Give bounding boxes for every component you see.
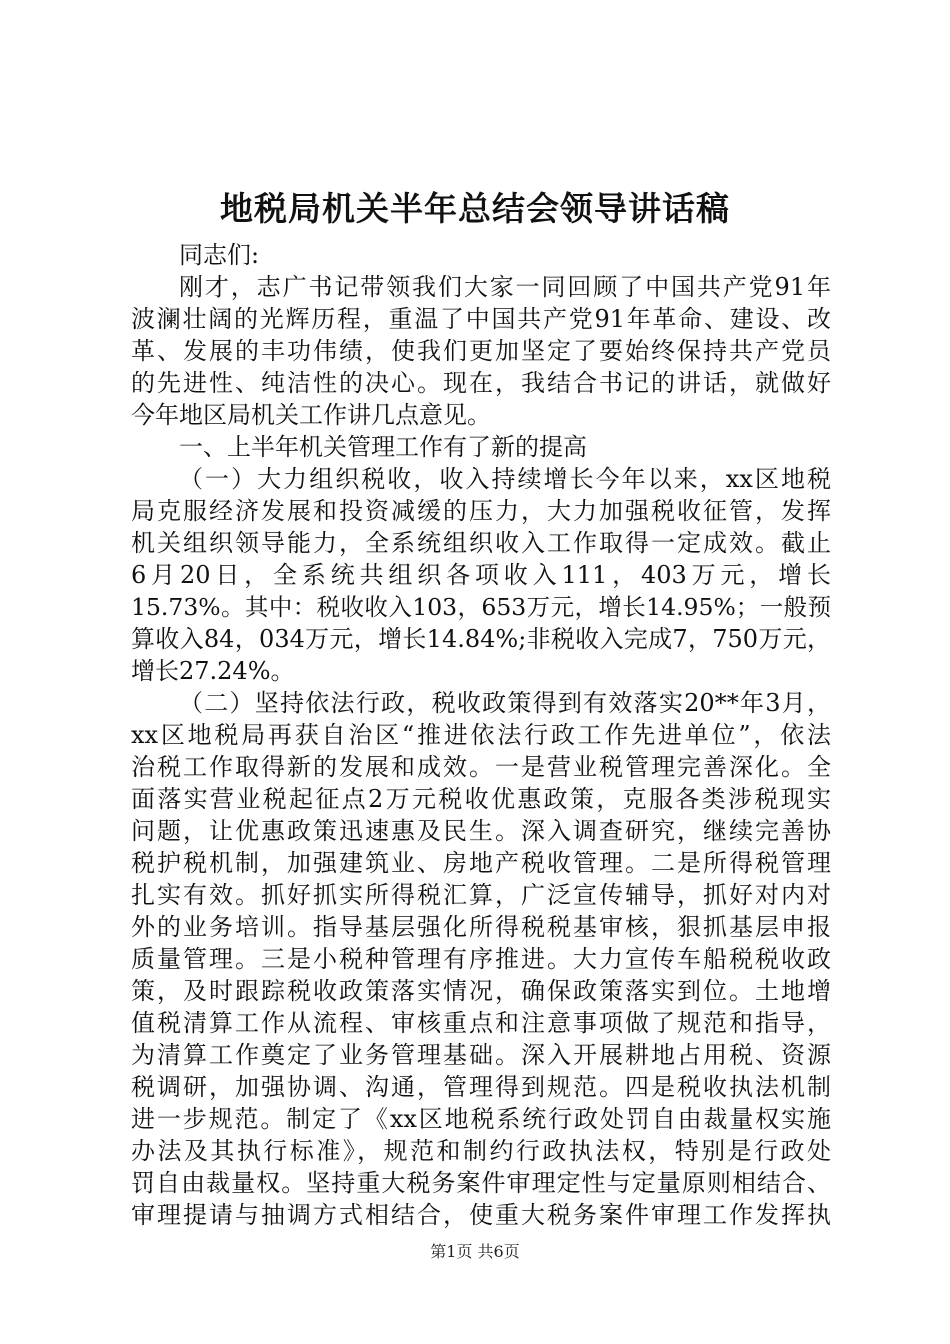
text-line: 税护税机制，加强建筑业、房地产税收管理。二是所得税管理 bbox=[131, 849, 831, 877]
text-line: xx区地税局再获自治区“推进依法行政工作先进单位”，依法 bbox=[131, 721, 831, 749]
text-line: 波澜壮阔的光辉历程，重温了中国共产党91年革命、建设、改 bbox=[131, 305, 831, 333]
text-line: （一）大力组织税收，收入持续增长今年以来，xx区地税 bbox=[179, 465, 831, 493]
text-line: （二）坚持依法行政，税收政策得到有效落实20**年3月， bbox=[179, 689, 831, 717]
text-line: 增长27.24%。 bbox=[131, 657, 295, 685]
text-line: 扎实有效。抓好抓实所得税汇算，广泛宣传辅导，抓好对内对 bbox=[131, 881, 831, 909]
text-line: 进一步规范。制定了《xx区地税系统行政处罚自由裁量权实施 bbox=[131, 1105, 831, 1133]
text-line: 一、上半年机关管理工作有了新的提高 bbox=[179, 433, 587, 461]
text-line: 审理提请与抽调方式相结合，使重大税务案件审理工作发挥执 bbox=[131, 1201, 831, 1229]
text-line: 局克服经济发展和投资减缓的压力，大力加强税收征管，发挥 bbox=[131, 497, 831, 525]
text-line: 面落实营业税起征点2万元税收优惠政策，克服各类涉税现实 bbox=[131, 785, 831, 813]
text-line: 税调研，加强协调、沟通，管理得到规范。四是税收执法机制 bbox=[131, 1073, 831, 1101]
text-line: 同志们: bbox=[179, 241, 260, 269]
text-line: 刚才，志广书记带领我们大家一同回顾了中国共产党91年 bbox=[179, 273, 831, 301]
text-line: 治税工作取得新的发展和成效。一是营业税管理完善深化。全 bbox=[131, 753, 831, 781]
document-title: 地税局机关半年总结会领导讲话稿 bbox=[220, 189, 730, 228]
text-line: 问题，让优惠政策迅速惠及民生。深入调查研究，继续完善协 bbox=[131, 817, 831, 845]
text-line: 值税清算工作从流程、审核重点和注意事项做了规范和指导， bbox=[131, 1009, 831, 1037]
text-line: 质量管理。三是小税种管理有序推进。大力宣传车船税税收政 bbox=[131, 945, 831, 973]
text-line: 今年地区局机关工作讲几点意见。 bbox=[131, 401, 491, 429]
text-line: 外的业务培训。指导基层强化所得税税基审核，狠抓基层申报 bbox=[131, 913, 831, 941]
document-body bbox=[131, 239, 831, 1231]
text-line: 算收入84，034万元，增长14.84%;非税收入完成7，750万元， bbox=[131, 625, 831, 653]
text-line: 的先进性、纯洁性的决心。现在，我结合书记的讲话，就做好 bbox=[131, 369, 831, 397]
text-line: 6月20日，全系统共组织各项收入111，403万元，增长 bbox=[131, 561, 831, 589]
text-line: 办法及其执行标准》，规范和制约行政执法权，特别是行政处 bbox=[131, 1137, 831, 1165]
text-line: 为清算工作奠定了业务管理基础。深入开展耕地占用税、资源 bbox=[131, 1041, 831, 1069]
text-line: 15.73%。其中：税收收入103，653万元，增长14.95%；一般预 bbox=[131, 593, 831, 621]
text-line: 革、发展的丰功伟绩，使我们更加坚定了要始终保持共产党员 bbox=[131, 337, 831, 365]
page-number-footer: 第1页 共6页 bbox=[430, 1242, 520, 1261]
text-line: 策，及时跟踪税收政策落实情况，确保政策落实到位。土地增 bbox=[131, 977, 831, 1005]
text-line: 罚自由裁量权。坚持重大税务案件审理定性与定量原则相结合、 bbox=[131, 1169, 831, 1197]
text-line: 机关组织领导能力，全系统组织收入工作取得一定成效。截止 bbox=[131, 529, 831, 557]
